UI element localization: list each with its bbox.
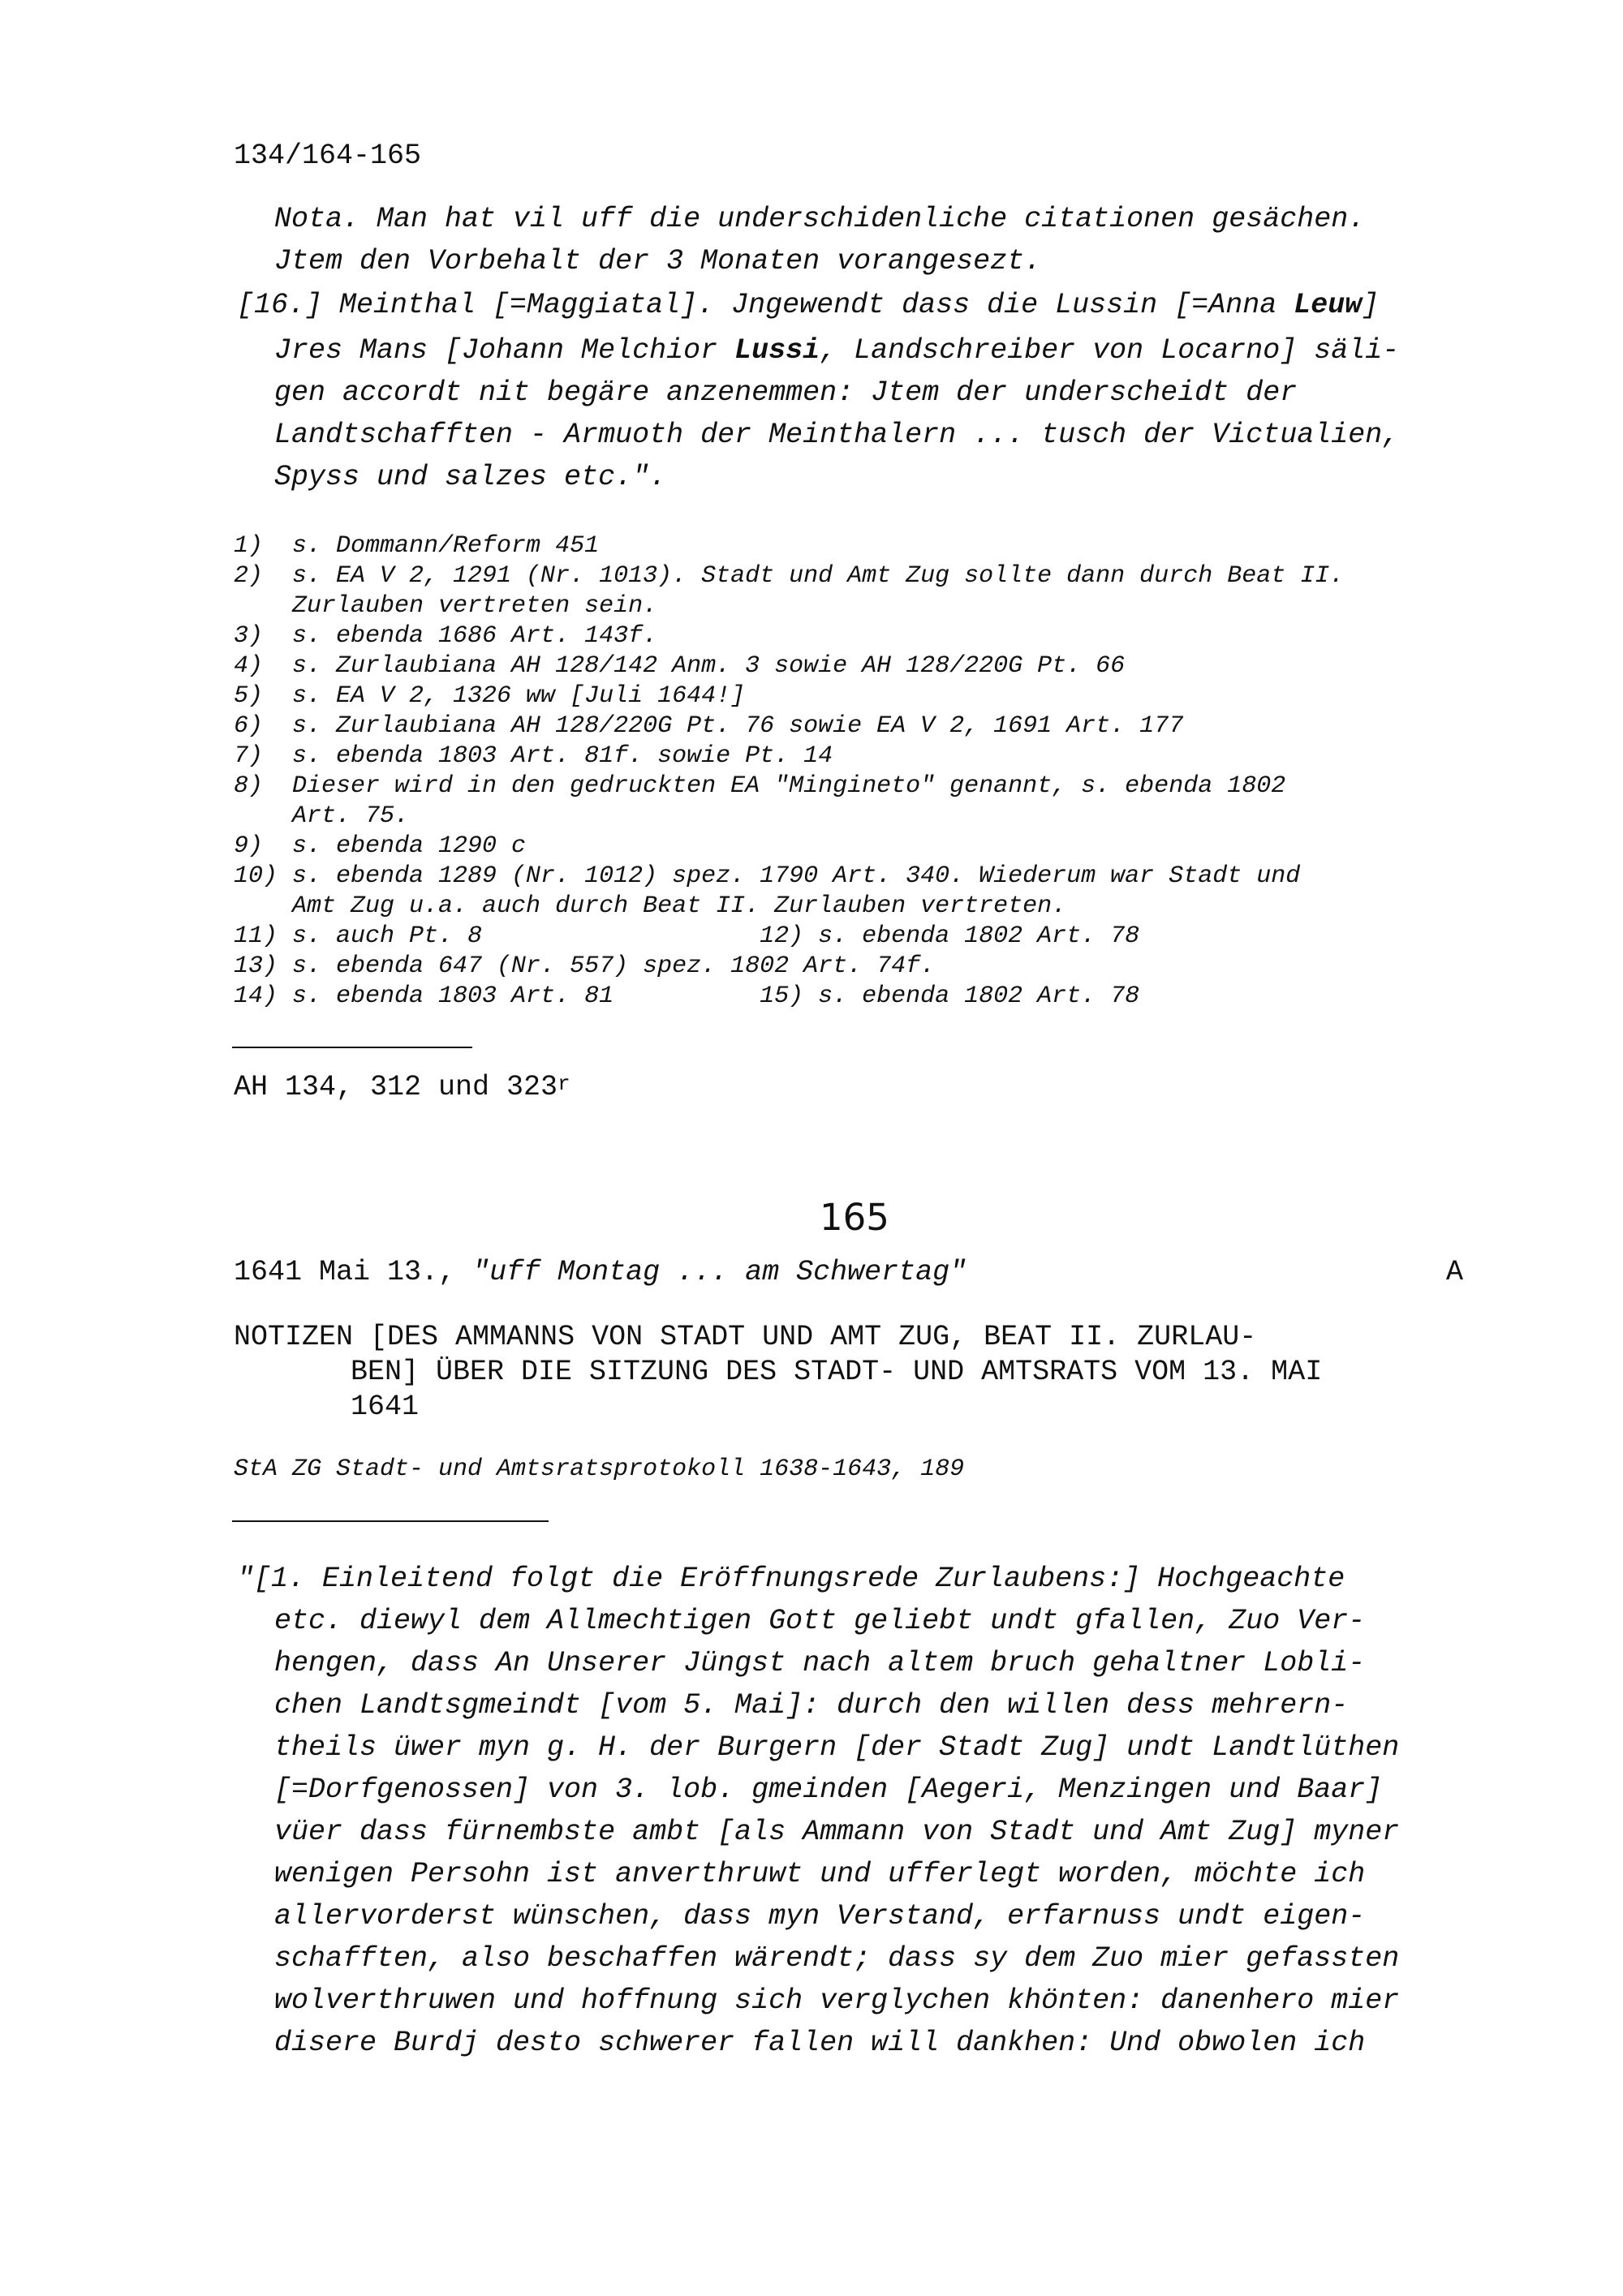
archive-reference: StA ZG Stadt- und Amtsratsprotokoll 1638-1643, 189 (234, 1455, 965, 1483)
footnote-line: 11) s. auch Pt. 8 12) s. ebenda 1802 Art. 78 (234, 922, 1140, 950)
section-divider (232, 1520, 549, 1522)
text-line: "[1. Einleitend folgt die Eröffnungsrede Zurlaubens:] Hochgeachte (237, 1563, 1345, 1595)
title-line: NOTIZEN [DES AMMANNS VON STADT UND AMT ZUG, BEAT II. ZURLAU- (234, 1321, 1257, 1353)
text-line: wenigen Persohn ist anverthruwt und ufferlegt worden, möchte ich (274, 1858, 1366, 1890)
title-line: BEN] ÜBER DIE SITZUNG DES STADT- UND AMTSRATS VOM 13. MAI (351, 1356, 1323, 1388)
bold-name: Leuw (1294, 289, 1363, 321)
footnote-line: 5) s. EA V 2, 1326 ww [Juli 1644!] (234, 682, 746, 710)
source-reference: AH 134, 312 und 323$^r$ (234, 1071, 570, 1103)
text-line: Jres Mans [Johann Melchior Lussi, Landschreiber von Locarno] säli- (274, 334, 1400, 367)
text-line: gen accordt nit begäre anzenemmen: Jtem der underscheidt der (274, 376, 1298, 409)
text-line: theils üwer myn g. H. der Burgern [der Stadt Zug] undt Landtlüthen (274, 1731, 1400, 1764)
document-number: 165 (820, 1196, 889, 1239)
footnote-line: 9) s. ebenda 1290 c (234, 832, 527, 860)
page-reference: 134/164-165 (234, 140, 422, 172)
footnote-line: 13) s. ebenda 647 (Nr. 557) spez. 1802 Art. 74f. (234, 952, 936, 980)
bold-name: Lussi (734, 334, 820, 367)
footnote-line: 14) s. ebenda 1803 Art. 81 15) s. ebenda 1802 Art. 78 (234, 982, 1140, 1010)
footnote-line: Zurlauben vertreten sein. (234, 592, 658, 620)
text-line: Spyss und salzes etc.". (274, 461, 667, 493)
text-line: [16.] Meinthal [=Maggiatal]. Jngewendt dass die Lussin [=Anna Leuw] (237, 289, 1380, 321)
text-line: disere Burdj desto schwerer fallen will dankhen: Und obwolen ich (274, 2027, 1366, 2059)
title-line: 1641 (351, 1391, 420, 1423)
text-line: Jtem den Vorbehalt der 3 Monaten vorangesezt. (274, 245, 1042, 277)
footnote-line: Amt Zug u.a. auch durch Beat II. Zurlauben vertreten. (234, 892, 1067, 920)
text-line: vüer dass fürnembste ambt [als Ammann von Stadt und Amt Zug] myner (274, 1816, 1400, 1848)
footnote-line: 7) s. ebenda 1803 Art. 81f. sowie Pt. 14 (234, 742, 833, 770)
footnote-line: 8) Dieser wird in den gedruckten EA "Mingineto" genannt, s. ebenda 1802 (234, 772, 1286, 800)
text-line: Landtschafften - Armuoth der Meinthalern ... tusch der Victualien, (274, 419, 1400, 451)
text-line: [=Dorfgenossen] von 3. lob. gmeinden [Aegeri, Menzingen und Baar] (274, 1774, 1383, 1806)
footnote-line: 3) s. ebenda 1686 Art. 143f. (234, 622, 658, 650)
footnote-line: 1) s. Dommann/Reform 451 (234, 532, 600, 560)
text-line: chen Landtsgmeindt [vom 5. Mai]: durch den willen dess mehrern- (274, 1689, 1349, 1722)
text-line: Nota. Man hat vil uff die underschidenliche citationen gesächen. (274, 203, 1366, 235)
document-date: 1641 Mai 13., "uff Montag ... am Schwertag" (234, 1256, 967, 1288)
section-divider (232, 1047, 472, 1048)
text-line: schafften, also beschaffen wärendt; dass sy dem Zuo mier gefassten (274, 1942, 1400, 1975)
footnote-line: 2) s. EA V 2, 1291 (Nr. 1013). Stadt und Amt Zug sollte dann durch Beat II. (234, 562, 1345, 590)
text-line: etc. diewyl dem Allmechtigen Gott geliebt undt gfallen, Zuo Ver- (274, 1605, 1366, 1637)
document-category-letter: A (1446, 1256, 1464, 1288)
footnote-line: 6) s. Zurlaubiana AH 128/220G Pt. 76 sowie EA V 2, 1691 Art. 177 (234, 712, 1184, 740)
text-line: wolverthruwen und hoffnung sich verglychen khönten: danenhero mier (274, 1984, 1400, 2017)
text-line: hengen, dass An Unserer Jüngst nach altem bruch gehaltner Lobli- (274, 1647, 1366, 1679)
text-line: allervorderst wünschen, dass myn Verstand, erfarnuss undt eigen- (274, 1900, 1366, 1933)
footnote-line: 10) s. ebenda 1289 (Nr. 1012) spez. 1790 Art. 340. Wiederum war Stadt und (234, 862, 1301, 890)
footnote-line: Art. 75. (234, 802, 410, 830)
footnote-line: 4) s. Zurlaubiana AH 128/142 Anm. 3 sowie AH 128/220G Pt. 66 (234, 652, 1126, 680)
